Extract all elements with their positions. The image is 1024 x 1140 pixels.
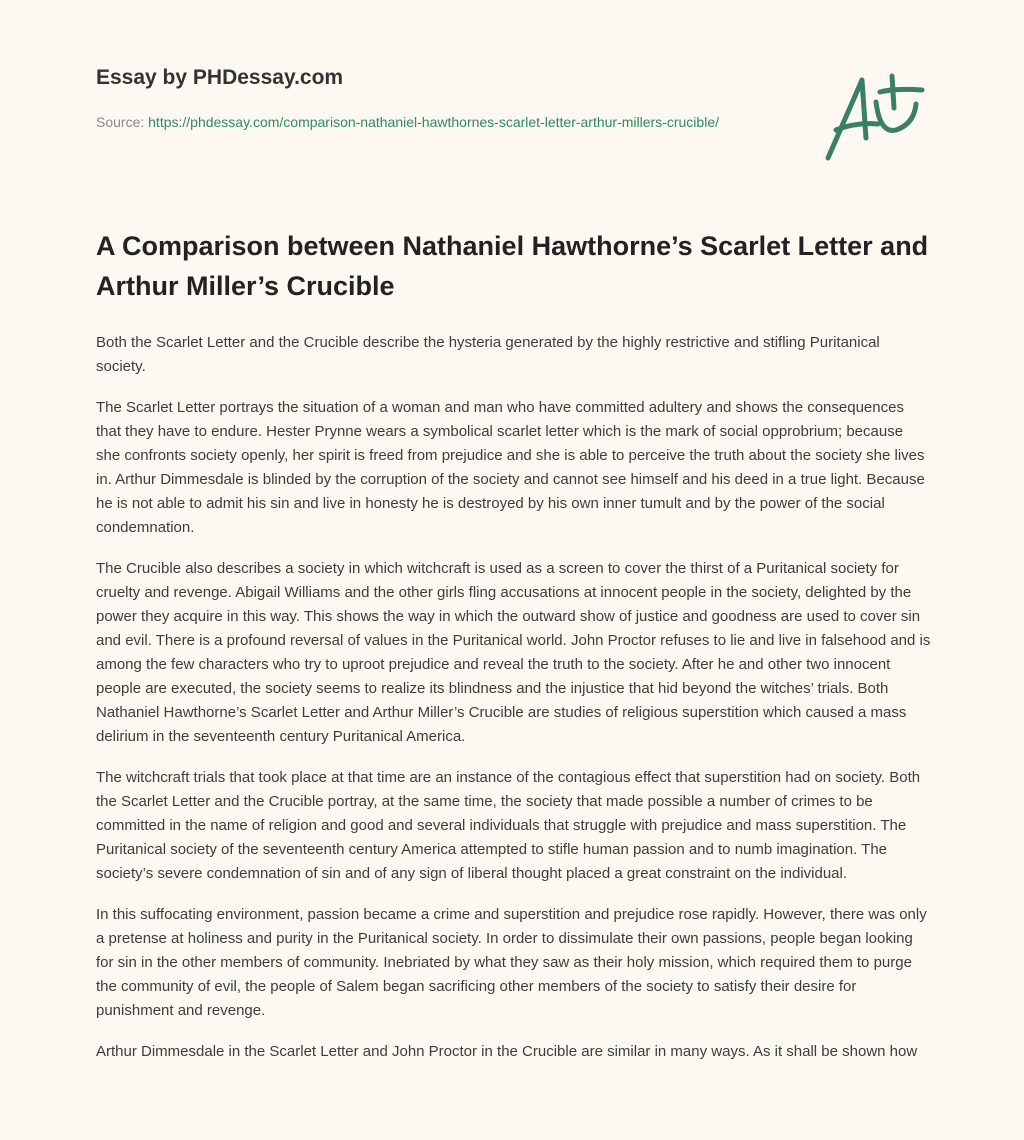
paragraph: Arthur Dimmesdale in the Scarlet Letter and John Proctor in the Crucible are similar in many ways. As it shall be shown how bbox=[96, 1043, 918, 1060]
article-title: A Comparison between Nathaniel Hawthorne’s Scarlet Letter and Arthur Miller’s Crucible bbox=[96, 231, 929, 301]
header bbox=[96, 66, 776, 134]
paragraph: In this suffocating environment, passion became a crime and superstition and prejudice rose rapidly. However, there was only a pretense at holiness and purity in the Puritanical society. In order to dissimulate their own passions, people began looking for sin in the other members of community. Inebriated by what they saw as their holy mission, which required them to purge the community of evil, the people of Salem began sacrificing other members of the society to satisfy their desire for punishment and revenge. bbox=[96, 906, 927, 1019]
paragraph: The witchcraft trials that took place at that time are an instance of the contagious effect that superstition had on society. Both the Scarlet Letter and the Crucible portray, at the same time, the society that made possible a number of crimes to be committed in the name of religion and good and several individuals that struggle with prejudice and mass superstition. The Puritanical society of the seventeenth century America attempted to stifle human passion and to numb imagination. The society’s severe condemnation of sin and of any sign of liberal thought placed a great constraint on the individual. bbox=[96, 769, 921, 882]
source-line bbox=[96, 110, 776, 134]
source-label: Source: bbox=[96, 114, 149, 130]
brand-title: Essay by PHDessay.com bbox=[96, 66, 344, 89]
paragraph: The Crucible also describes a society in which witchcraft is used as a screen to cover the thirst of a Puritanical society for cruelty and revenge. Abigail Williams and the other girls fling accusations at innocent people in the society, delighted by the power they acquire in this way. This shows the way in which the outward show of justice and goodness are used to cover sin and evil. There is a profound reversal of values in the Puritanical world. John Proctor refuses to lie and live in falsehood and is among the few characters who try to uproot prejudice and reveal the truth to the society. After he and other two innocent people are executed, the society seems to realize its blindness and the injustice that hid beyond the witches’ trials. Both Nathaniel Hawthorne’s Scarlet Letter and Arthur Miller’s Crucible are studies of religious superstition which caused a mass delirium in the seventeenth century Puritanical America. bbox=[96, 560, 931, 745]
a-plus-logo-icon bbox=[822, 72, 926, 164]
source-link[interactable]: https://phdessay.com/comparison-nathaniel-hawthornes-scarlet-letter-arthur-millers-crucible/ bbox=[148, 114, 719, 130]
article bbox=[96, 226, 931, 1081]
paragraph: The Scarlet Letter portrays the situation of a woman and man who have committed adultery and shows the consequences that they have to endure. Hester Prynne wears a symbolical scarlet letter which is the mark of social opprobrium; because she confronts society openly, her spirit is freed from prejudice and she is able to perceive the truth about the society she lives in. Arthur Dimmesdale is blinded by the corruption of the society and cannot see himself and his deed in a true light. Because he is not able to admit his sin and live in honesty he is destroyed by his own inner tumult and by the power of the social condemnation. bbox=[96, 399, 925, 536]
paragraph: Both the Scarlet Letter and the Crucible describe the hysteria generated by the highly restrictive and stifling Puritanical society. bbox=[96, 334, 880, 375]
